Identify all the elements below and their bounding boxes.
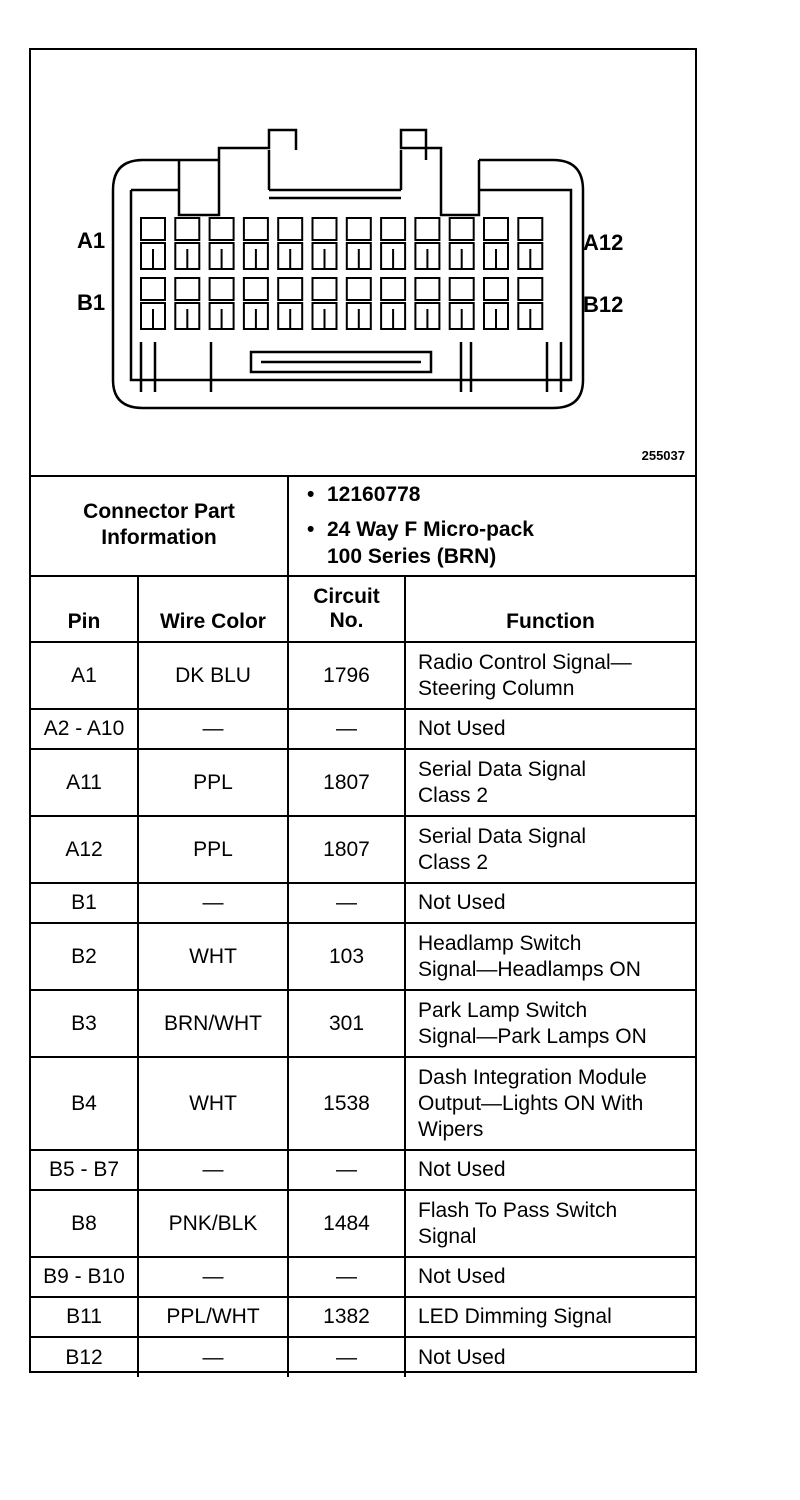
circuit-cell: 1807 xyxy=(288,816,405,883)
connector-face-drawing xyxy=(31,50,695,475)
function-line: Class 2 xyxy=(418,783,489,807)
function-line: Not Used xyxy=(418,1158,506,1181)
function-line: Signal—Headlamps ON xyxy=(418,957,641,981)
pin-cavity-b4 xyxy=(244,278,268,300)
pin-cavity-b5 xyxy=(278,278,302,300)
pin-cavity-b8 xyxy=(381,278,405,300)
wire-color-cell: PPL xyxy=(138,816,288,883)
pinout-table xyxy=(31,475,695,1377)
function-line: Not Used xyxy=(418,1345,506,1369)
circuit-cell: 1484 xyxy=(288,1190,405,1257)
function-line: Headlamp Switch xyxy=(418,931,582,955)
function-cell xyxy=(405,990,695,1057)
pin-cell: B5 - B7 xyxy=(31,1150,138,1190)
wire-color-cell: WHT xyxy=(138,923,288,990)
wire-color-cell: — xyxy=(138,1150,288,1190)
function-cell xyxy=(405,1257,695,1297)
table-row xyxy=(31,749,695,816)
function-line: Park Lamp Switch xyxy=(418,998,588,1022)
function-cell xyxy=(405,1190,695,1257)
function-cell xyxy=(405,749,695,816)
circuit-cell: 301 xyxy=(288,990,405,1057)
pin-cavity-b1 xyxy=(141,278,165,300)
circuit-cell: — xyxy=(288,1257,405,1297)
connector-info-details xyxy=(288,475,695,576)
pin-cell: B2 xyxy=(31,923,138,990)
function-cell xyxy=(405,642,695,709)
pin-cell: B12 xyxy=(31,1337,138,1377)
function-line: Signal—Park Lamps ON xyxy=(418,1024,647,1048)
wire-color-cell: — xyxy=(138,1337,288,1377)
table-row xyxy=(31,990,695,1057)
pin-cell: B9 - B10 xyxy=(31,1257,138,1297)
circuit-cell: 1807 xyxy=(288,749,405,816)
function-line: Dash Integration Module xyxy=(418,1065,647,1089)
connector-diagram xyxy=(31,50,695,477)
pin-cavity-a10 xyxy=(450,218,474,240)
connector-sheet xyxy=(29,48,697,1373)
function-cell xyxy=(405,816,695,883)
function-cell xyxy=(405,923,695,990)
function-line: Not Used xyxy=(418,891,506,914)
function-line: Flash To Pass Switch xyxy=(418,1198,618,1222)
pin-cavity-b3 xyxy=(210,278,234,300)
wire-color-cell: — xyxy=(138,1257,288,1297)
pin-cell: B11 xyxy=(31,1297,138,1337)
header-circuit: Circuit No. xyxy=(288,576,405,642)
pin-cavity-a9 xyxy=(415,218,439,240)
wire-color-cell: DK BLU xyxy=(138,642,288,709)
wire-color-cell: PPL/WHT xyxy=(138,1297,288,1337)
pin-cavity-a12 xyxy=(518,218,542,240)
pin-cavity-a2 xyxy=(175,218,199,240)
function-line: Serial Data Signal xyxy=(418,757,587,781)
connector-description: • 24 Way F Micro-pack xyxy=(327,516,695,543)
pin-cavity-b2 xyxy=(175,278,199,300)
table-row xyxy=(31,1297,695,1337)
circuit-cell: 1382 xyxy=(288,1297,405,1337)
function-line: Not Used xyxy=(418,1265,506,1288)
table-row xyxy=(31,642,695,709)
pin-cavity-a8 xyxy=(381,218,405,240)
circuit-cell: 103 xyxy=(288,923,405,990)
wire-color-cell: PPL xyxy=(138,749,288,816)
table-row xyxy=(31,1337,695,1377)
function-line: Steering Column xyxy=(418,676,575,700)
header-wire-color: Wire Color xyxy=(138,576,288,642)
pin-cavity-a4 xyxy=(244,218,268,240)
function-line: Serial Data Signal xyxy=(418,824,587,848)
function-cell xyxy=(405,1297,695,1337)
function-cell xyxy=(405,1150,695,1190)
function-line: Signal xyxy=(418,1224,477,1248)
table-row xyxy=(31,1257,695,1297)
pin-cell: A1 xyxy=(31,642,138,709)
table-row xyxy=(31,1190,695,1257)
pin-cavity-b9 xyxy=(415,278,439,300)
pin-cavity-a7 xyxy=(347,218,371,240)
pin-cavity-a3 xyxy=(210,218,234,240)
pin-cell: B4 xyxy=(31,1057,138,1150)
pin-label-a1: A1 xyxy=(77,228,106,253)
function-line: Output—Lights ON With xyxy=(418,1091,644,1115)
function-line: Wipers xyxy=(418,1117,484,1141)
function-line: Class 2 xyxy=(418,850,489,874)
wire-color-cell: BRN/WHT xyxy=(138,990,288,1057)
function-cell xyxy=(405,883,695,923)
part-number: • 12160778 xyxy=(327,481,695,508)
wire-color-cell: — xyxy=(138,883,288,923)
function-cell xyxy=(405,1337,695,1377)
pin-cell: A11 xyxy=(31,749,138,816)
table-row xyxy=(31,923,695,990)
table-row xyxy=(31,709,695,749)
circuit-cell: 1796 xyxy=(288,642,405,709)
pin-cell: B3 xyxy=(31,990,138,1057)
circuit-cell: 1538 xyxy=(288,1057,405,1150)
table-header-row xyxy=(31,576,695,642)
function-line: LED Dimming Signal xyxy=(418,1305,612,1328)
header-function: Function xyxy=(405,576,695,642)
table-row xyxy=(31,1057,695,1150)
header-pin: Pin xyxy=(31,576,138,642)
pin-cavity-b7 xyxy=(347,278,371,300)
circuit-cell: — xyxy=(288,1150,405,1190)
pin-cell: A12 xyxy=(31,816,138,883)
table-row xyxy=(31,816,695,883)
wire-color-cell: WHT xyxy=(138,1057,288,1150)
function-cell xyxy=(405,709,695,749)
table-row xyxy=(31,883,695,923)
pin-cell: A2 - A10 xyxy=(31,709,138,749)
function-cell xyxy=(405,1057,695,1150)
pin-cavity-a5 xyxy=(278,218,302,240)
circuit-cell: — xyxy=(288,883,405,923)
pin-cavity-b10 xyxy=(450,278,474,300)
function-line: Not Used xyxy=(418,717,506,740)
pin-cavity-b11 xyxy=(484,278,508,300)
pin-label-a12: A12 xyxy=(583,230,624,255)
wire-color-cell: PNK/BLK xyxy=(138,1190,288,1257)
pin-cavity-a6 xyxy=(313,218,337,240)
function-line: Radio Control Signal— xyxy=(418,650,632,674)
circuit-cell: — xyxy=(288,1337,405,1377)
pin-cell: B1 xyxy=(31,883,138,923)
pin-label-b12: B12 xyxy=(583,292,624,317)
connector-info-row xyxy=(31,475,695,576)
pin-cavity-b6 xyxy=(313,278,337,300)
pin-cavity-b12 xyxy=(518,278,542,300)
connector-info-label: Connector Part Information xyxy=(31,475,288,576)
pin-cell: B8 xyxy=(31,1190,138,1257)
circuit-cell: — xyxy=(288,709,405,749)
wire-color-cell: — xyxy=(138,709,288,749)
pin-label-b1: B1 xyxy=(77,290,106,315)
figure-id: 255037 xyxy=(641,448,685,463)
pin-cavity-a1 xyxy=(141,218,165,240)
pin-cavity-a11 xyxy=(484,218,508,240)
table-row xyxy=(31,1150,695,1190)
connector-description-2: 100 Series (BRN) xyxy=(327,544,497,568)
